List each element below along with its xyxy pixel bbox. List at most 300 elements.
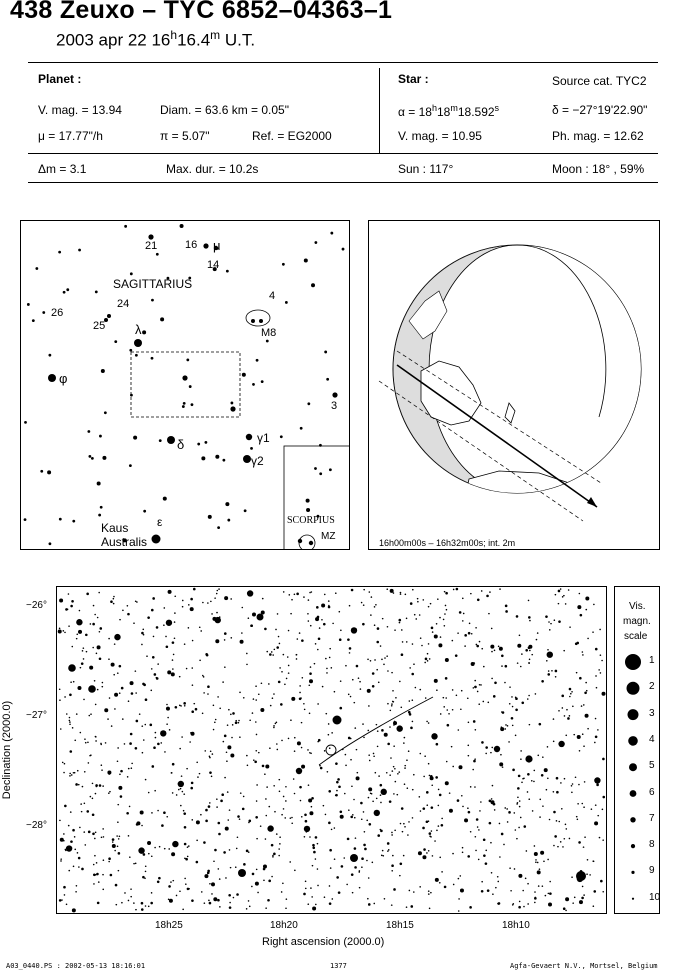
chart-star [113, 596, 115, 598]
chart-star [377, 730, 379, 732]
chart-star [348, 737, 351, 740]
chart-star [534, 891, 536, 893]
chart-star [387, 743, 390, 746]
chart-star [368, 787, 372, 791]
finder-star [266, 340, 269, 343]
chart-star [587, 638, 589, 640]
chart-star [308, 599, 310, 601]
chart-star [128, 700, 130, 702]
chart-star [97, 617, 99, 619]
chart-star [537, 755, 539, 757]
chart-star [354, 847, 357, 850]
scale-dot [628, 709, 639, 720]
chart-star [583, 704, 585, 706]
chart-star [293, 778, 295, 780]
chart-star [403, 742, 405, 744]
chart-star [325, 814, 327, 816]
chart-star [76, 885, 78, 887]
chart-star [172, 668, 174, 670]
chart-star [169, 899, 173, 903]
chart-star [117, 804, 119, 806]
chart-star [141, 644, 143, 646]
chart-star [497, 881, 499, 883]
chart-star [325, 713, 327, 715]
chart-star [128, 900, 130, 902]
chart-star [329, 902, 332, 905]
chart-star [426, 791, 429, 794]
chart-star [464, 634, 467, 637]
chart-star [558, 620, 561, 623]
chart-star [119, 619, 121, 621]
chart-star [490, 842, 492, 844]
chart-star [428, 893, 430, 895]
chart-star [325, 658, 327, 660]
chart-star [507, 821, 509, 823]
chart-star [362, 623, 365, 626]
chart-star [547, 777, 549, 779]
finder-star [201, 456, 205, 460]
chart-star [421, 645, 423, 647]
chart-star [583, 745, 585, 747]
chart-star [359, 870, 361, 872]
chart-star [483, 666, 485, 668]
chart-star [427, 653, 429, 655]
finder-star [91, 457, 94, 460]
chart-star [565, 603, 567, 605]
chart-star [315, 617, 319, 621]
chart-star [312, 844, 315, 847]
chart-star [554, 619, 556, 621]
chart-star [63, 630, 65, 632]
chart-star [64, 805, 67, 808]
chart-star [150, 902, 153, 905]
chart-star [65, 850, 67, 852]
chart-star [494, 746, 500, 752]
finder-star [304, 259, 308, 263]
chart-star [492, 893, 494, 895]
y-tick-28: −28° [26, 820, 47, 831]
chart-star [204, 902, 206, 904]
chart-star [219, 707, 221, 709]
chart-star [432, 855, 434, 857]
chart-star [331, 732, 333, 734]
chart-star [302, 677, 304, 679]
chart-star [147, 841, 151, 845]
chart-star [166, 816, 168, 818]
chart-star [209, 771, 212, 774]
chart-star [501, 665, 503, 667]
chart-star [282, 882, 284, 884]
chart-star [347, 838, 350, 841]
chart-star [376, 641, 379, 644]
chart-star [251, 886, 253, 888]
label-m8: M8 [261, 327, 277, 339]
chart-star [478, 829, 480, 831]
chart-star [368, 797, 370, 799]
finder-star [243, 455, 251, 463]
finder-star [48, 374, 56, 382]
chart-star [213, 704, 215, 706]
chart-star [467, 697, 469, 699]
chart-star [112, 838, 115, 841]
chart-star [301, 639, 304, 642]
chart-star [393, 721, 397, 725]
chart-star [402, 641, 404, 643]
chart-star [574, 897, 576, 899]
chart-star [172, 880, 174, 882]
chart-star [165, 636, 167, 638]
chart-star [565, 828, 567, 830]
chart-star [207, 602, 209, 604]
chart-star [453, 884, 455, 886]
chart-star [578, 841, 581, 844]
chart-star [78, 630, 82, 634]
chart-star [237, 815, 240, 818]
chart-star [393, 888, 396, 891]
chart-star [64, 763, 66, 765]
chart-star [203, 676, 205, 678]
chart-star [527, 698, 529, 700]
finder-star [143, 510, 146, 513]
chart-star [265, 838, 267, 840]
chart-star [112, 844, 116, 848]
chart-star [173, 654, 175, 656]
finder-star [203, 243, 208, 248]
chart-star [572, 783, 574, 785]
chart-star [238, 869, 246, 877]
chart-star [166, 704, 168, 706]
chart-star [249, 906, 251, 908]
chart-star [350, 759, 352, 761]
chart-star [389, 774, 391, 776]
chart-star [358, 677, 360, 679]
label-lambda: λ [135, 322, 142, 337]
chart-star [92, 647, 94, 649]
chart-star [481, 890, 484, 893]
chart-star [409, 700, 411, 702]
chart-star [122, 718, 124, 720]
chart-star [115, 904, 117, 906]
chart-star [505, 724, 507, 726]
chart-star [553, 718, 555, 720]
chart-star [577, 605, 581, 609]
chart-star [180, 788, 182, 790]
chart-star [141, 825, 143, 827]
chart-star [163, 624, 165, 626]
finder-star [282, 263, 285, 266]
chart-star [272, 855, 274, 857]
chart-star [241, 632, 243, 634]
chart-star [303, 893, 306, 896]
chart-star [59, 699, 61, 701]
chart-star [83, 699, 85, 701]
track-arrow [587, 497, 597, 507]
chart-star [544, 768, 548, 772]
chart-star [555, 594, 557, 596]
chart-star [267, 825, 273, 831]
label-mz: MZ [321, 531, 336, 542]
chart-star [514, 868, 516, 870]
chart-star [224, 596, 228, 600]
chart-star [410, 727, 413, 730]
chart-star [88, 715, 90, 717]
x-tick-1820: 18h20 [270, 920, 298, 931]
star-heading: Star : [398, 72, 429, 86]
chart-star [368, 754, 370, 756]
chart-star [110, 874, 113, 877]
chart-star [335, 762, 338, 765]
chart-star [429, 658, 431, 660]
chart-star [167, 670, 171, 674]
finder-star [319, 472, 322, 475]
chart-star [265, 765, 269, 769]
chart-star [94, 838, 96, 840]
chart-star [495, 887, 497, 889]
chart-star [254, 761, 257, 764]
chart-star [512, 769, 515, 772]
finder-star [151, 299, 154, 302]
chart-star [294, 737, 296, 739]
finder-star [129, 464, 132, 467]
chart-star [288, 630, 290, 632]
chart-star [554, 835, 557, 838]
chart-star [227, 791, 229, 793]
chart-star [213, 860, 215, 862]
finder-star [134, 339, 142, 347]
chart-star [471, 662, 475, 666]
chart-star [289, 861, 291, 863]
chart-star [131, 763, 133, 765]
chart-star [127, 776, 129, 778]
chart-star [548, 893, 550, 895]
chart-star [202, 713, 204, 715]
chart-star [167, 717, 169, 719]
chart-star [240, 792, 242, 794]
chart-star [370, 614, 372, 616]
chart-star [523, 825, 526, 828]
chart-star [180, 805, 182, 807]
chart-star [343, 857, 345, 859]
finder-star [242, 373, 246, 377]
chart-star [490, 645, 494, 649]
scorpius-inset [284, 446, 349, 549]
chart-star [296, 654, 298, 656]
chart-star [182, 600, 184, 602]
chart-star [564, 838, 566, 840]
chart-star [63, 886, 66, 889]
chart-star [271, 844, 274, 847]
chart-star [98, 881, 100, 883]
chart-star [389, 800, 392, 803]
chart-star [516, 838, 518, 840]
chart-star [386, 655, 388, 657]
chart-star [346, 884, 348, 886]
chart-star [531, 654, 533, 656]
chart-star [428, 890, 430, 892]
chart-star [329, 747, 331, 749]
chart-star [518, 827, 520, 829]
chart-star [117, 672, 119, 674]
chart-star [539, 816, 541, 818]
chart-star [499, 823, 501, 825]
chart-star [476, 818, 479, 821]
chart-star [105, 742, 107, 744]
chart-star [304, 709, 306, 711]
chart-star [263, 864, 267, 868]
chart-star [458, 765, 462, 769]
chart-star [486, 595, 489, 598]
chart-star [467, 855, 470, 858]
chart-star [374, 606, 376, 608]
chart-star [494, 681, 497, 684]
chart-star [390, 757, 392, 759]
chart-star [218, 833, 221, 836]
chart-star [278, 681, 281, 684]
chart-star [545, 895, 547, 897]
chart-star [548, 670, 550, 672]
chart-star [240, 640, 244, 644]
chart-star [576, 642, 579, 645]
chart-star [602, 809, 604, 811]
finder-star [311, 283, 315, 287]
chart-star [411, 673, 414, 676]
chart-star [537, 862, 539, 864]
chart-star [248, 851, 250, 853]
chart-star [422, 855, 426, 859]
chart-star [285, 800, 287, 802]
chart-star [402, 831, 404, 833]
chart-star [437, 598, 439, 600]
chart-star [252, 613, 256, 617]
chart-star [181, 736, 183, 738]
chart-star [183, 810, 185, 812]
chart-star [148, 906, 150, 908]
chart-star [517, 787, 520, 790]
chart-star [363, 811, 365, 813]
chart-star [384, 733, 388, 737]
chart-star [77, 686, 81, 690]
chart-star [144, 724, 146, 726]
finder-star [32, 319, 35, 322]
chart-star [344, 793, 346, 795]
chart-star [95, 793, 97, 795]
chart-star [228, 894, 231, 897]
chart-star [111, 663, 115, 667]
chart-star [92, 623, 95, 626]
chart-star [131, 692, 134, 695]
chart-star [108, 773, 110, 775]
chart-star [75, 891, 77, 893]
chart-star [474, 758, 476, 760]
chart-star [582, 733, 584, 735]
chart-star [509, 867, 511, 869]
label-phi: φ [59, 371, 68, 386]
chart-star [304, 826, 310, 832]
chart-star [118, 838, 120, 840]
chart-star [320, 767, 323, 770]
chart-star [116, 835, 118, 837]
finder-star [309, 541, 313, 545]
chart-star [356, 665, 359, 668]
chart-star [246, 850, 249, 853]
target-star-marker [326, 745, 336, 755]
chart-star [191, 732, 195, 736]
chart-star [101, 764, 103, 766]
chart-star [386, 588, 388, 590]
chart-star [246, 664, 248, 666]
chart-star [99, 627, 102, 630]
chart-star [378, 775, 380, 777]
chart-star [329, 648, 331, 650]
chart-star [558, 821, 560, 823]
finder-star [48, 354, 51, 357]
chart-star [413, 774, 415, 776]
chart-star [191, 899, 194, 902]
chart-star [301, 747, 303, 749]
chart-star [214, 722, 216, 724]
chart-star [135, 670, 137, 672]
chart-star [387, 842, 390, 845]
chart-star [196, 840, 198, 842]
chart-star [135, 909, 137, 911]
chart-star [180, 705, 182, 707]
chart-star [97, 645, 101, 649]
chart-star [523, 906, 525, 908]
chart-star [95, 832, 97, 834]
chart-star [154, 847, 156, 849]
chart-star [199, 626, 201, 628]
chart-star [444, 886, 447, 889]
chart-star [235, 720, 237, 722]
chart-star [108, 792, 110, 794]
chart-star [268, 806, 270, 808]
chart-star [376, 798, 378, 800]
chart-star [127, 613, 130, 616]
chart-star [291, 599, 293, 601]
chart-star [458, 729, 460, 731]
chart-star [512, 725, 514, 727]
chart-star [185, 883, 187, 885]
chart-star [491, 798, 493, 800]
chart-star [406, 759, 408, 761]
finder-star [230, 402, 233, 405]
chart-star [498, 646, 500, 648]
chart-star [258, 693, 260, 695]
chart-star [229, 849, 231, 851]
chart-star [220, 800, 223, 803]
chart-star [494, 650, 496, 652]
chart-star [141, 902, 144, 905]
finder-star [104, 411, 107, 414]
chart-star [441, 824, 444, 827]
chart-star [585, 609, 587, 611]
chart-star [239, 692, 241, 694]
chart-star [429, 908, 431, 910]
chart-star [479, 810, 481, 812]
chart-star [145, 865, 147, 867]
chart-star [456, 694, 458, 696]
chart-star [59, 628, 61, 630]
chart-star [395, 697, 397, 699]
chart-star [235, 721, 238, 724]
chart-star [99, 657, 102, 660]
chart-star [131, 767, 133, 769]
finder-star [88, 455, 91, 458]
chart-star [594, 821, 598, 825]
chart-star [294, 593, 296, 595]
scale-label: 10 [649, 891, 661, 903]
chart-star [334, 858, 336, 860]
